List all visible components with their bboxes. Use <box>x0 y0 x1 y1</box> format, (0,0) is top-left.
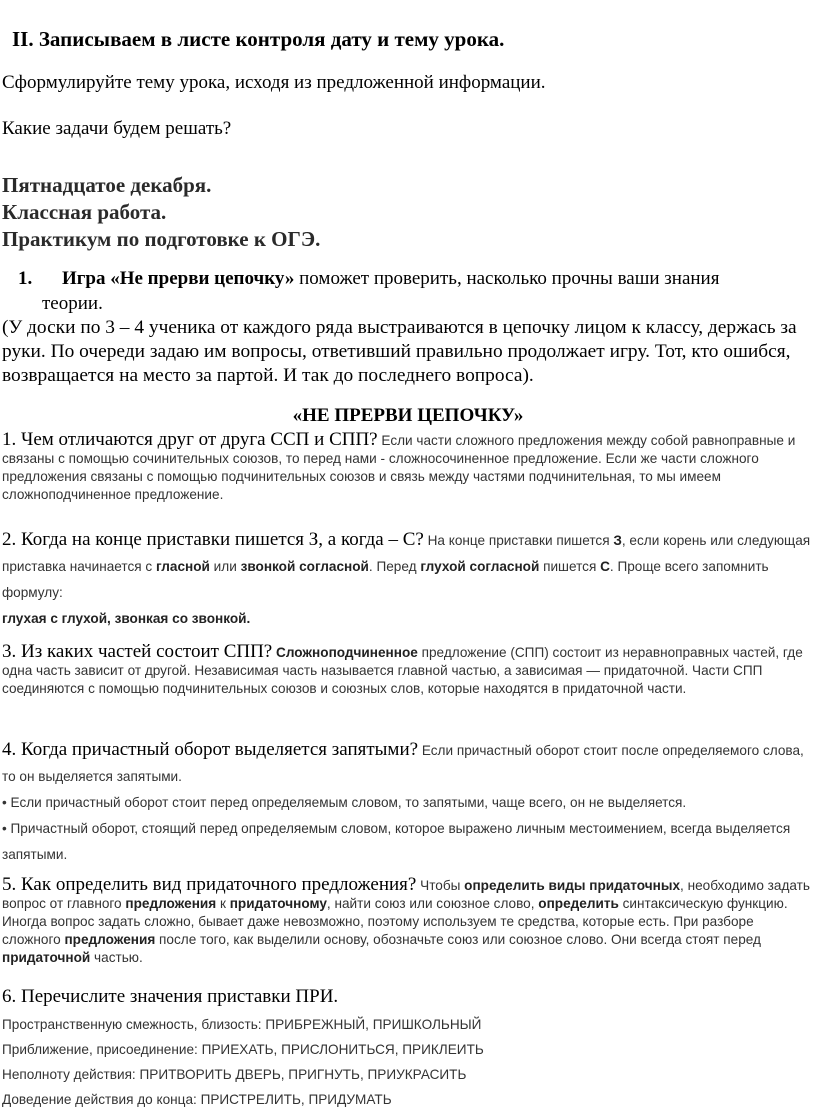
formula: глухая с глухой, звонкая со звонкой. <box>2 611 251 626</box>
question-5: 5. Как определить вид придаточного предложения? Чтобы определить виды придаточных, необходимо задать вопрос от главного предложения к придаточному, найти союз или союзное слово, определить синтаксическую функцию. Иногда вопрос задать сложно, бывает даже невозможно, поэтому используем те средства, которые есть. При разборе сложного предложения после того, как выделили основу, обозначьте союз или союзное слово. Они всегда стоят перед придаточной частью. <box>2 874 810 965</box>
game-number: 1. <box>18 268 33 289</box>
pri-meaning-2: Приближение, присоединение: ПРИЕХАТЬ, ПРИСЛОНИТЬСЯ, ПРИКЛЕИТЬ <box>2 1042 484 1057</box>
question-4: 4. Когда причастный оборот выделяется запятыми? Если причастный оборот стоит после определяемого слова, то он выделяется запятыми. • Если причастный оборот стоит перед определяемым словом, то запятыми, чаще всего, он не выделяется. • Причастный оборот, стоящий перед определяемым словом, которое выражено личным местоимением, всегда выделяется запятыми. <box>2 737 812 868</box>
question-2: 2. Когда на конце приставки пишется З, а когда – С? На конце приставки пишется З, если корень или следующая приставка начинается с гласной или звонкой согласной. Перед глухой согласной пишется С. Проще всего запомнить формулу: глухая с глухой, звонкая со звонкой. <box>2 529 811 626</box>
section-heading: II. Записываем в листе контроля дату и тему урока. <box>12 27 505 51</box>
question-6 <box>2 988 812 1112</box>
game-purpose-cont: теории. <box>42 293 103 314</box>
game-description: (У доски по 3 – 4 ученика от каждого ряда выстраиваются в цепочку лицом к классу, держась за руки. По очереди задаю им вопросы, ответивший правильно продолжает игру. Тот, кто ошибся, возвращается на место за партой. И так до последнего вопроса). <box>2 317 797 386</box>
question-2-text: 2. Когда на конце приставки пишется З, а когда – С? <box>2 529 424 550</box>
section-title: «НЕ ПРЕРВИ ЦЕПОЧКУ» <box>292 405 524 426</box>
game-purpose: поможет проверить, насколько прочны ваши знания <box>294 268 720 289</box>
game-item <box>0 266 812 316</box>
pri-meaning-4: Доведение действия до конца: ПРИСТРЕЛИТЬ, ПРИДУМАТЬ <box>2 1092 392 1107</box>
question-3-text: 3. Из каких частей состоит СПП? <box>2 641 273 662</box>
bullet-2: • Причастный оборот, стоящий перед определяемым словом, которое выражено личным местоимением, всегда выделяется запятыми. <box>2 821 791 862</box>
question-1-text: 1. Чем отличаются друг от друга ССП и СПП? <box>2 429 378 450</box>
question-4-text: 4. Когда причастный оборот выделяется запятыми? <box>2 739 419 760</box>
game-name: Игра «Не прерви цепочку» <box>62 268 295 289</box>
intro-line-1: Сформулируйте тему урока, исходя из предложенной информации. <box>2 72 546 93</box>
lesson-work-type: Классная работа. <box>2 200 167 224</box>
pri-meaning-3: Неполноту действия: ПРИТВОРИТЬ ДВЕРЬ, ПРИГНУТЬ, ПРИУКРАСИТЬ <box>2 1067 467 1082</box>
lesson-topic: Практикум по подготовке к ОГЭ. <box>2 227 321 251</box>
intro-line-2: Какие задачи будем решать? <box>2 118 232 139</box>
lesson-date: Пятнадцатое декабря. <box>2 173 212 197</box>
question-3: 3. Из каких частей состоит СПП? Сложноподчиненное предложение (СПП) состоит из неравноправных частей, где одна часть зависит от другой. Независимая часть называется главной частью, а зависимая — придаточной. Части СПП соединяются с помощью подчинительных союзов и союзных слов, которые находятся в придаточной части. <box>2 641 803 696</box>
lesson-title <box>2 172 812 253</box>
question-1 <box>2 431 812 504</box>
bullet-1: • Если причастный оборот стоит перед определяемым словом, то запятыми, чаще всего, он не выделяется. <box>2 795 687 810</box>
question-6-text: 6. Перечислите значения приставки ПРИ. <box>2 986 339 1007</box>
question-5-text: 5. Как определить вид придаточного предложения? <box>2 874 417 895</box>
pri-meaning-1: Пространственную смежность, близость: ПРИБРЕЖНЫЙ, ПРИШКОЛЬНЫЙ <box>2 1017 482 1032</box>
answer-1: Если части сложного предложения между собой равноправные и связаны с помощью сочинительных союзов, то перед нами - сложносочиненное предложение. Если же части сложного предложения связаны с помощью подчинительных союзов и связь между частями подчинительная, то мы имеем сложноподчиненное предложение. <box>2 433 796 502</box>
